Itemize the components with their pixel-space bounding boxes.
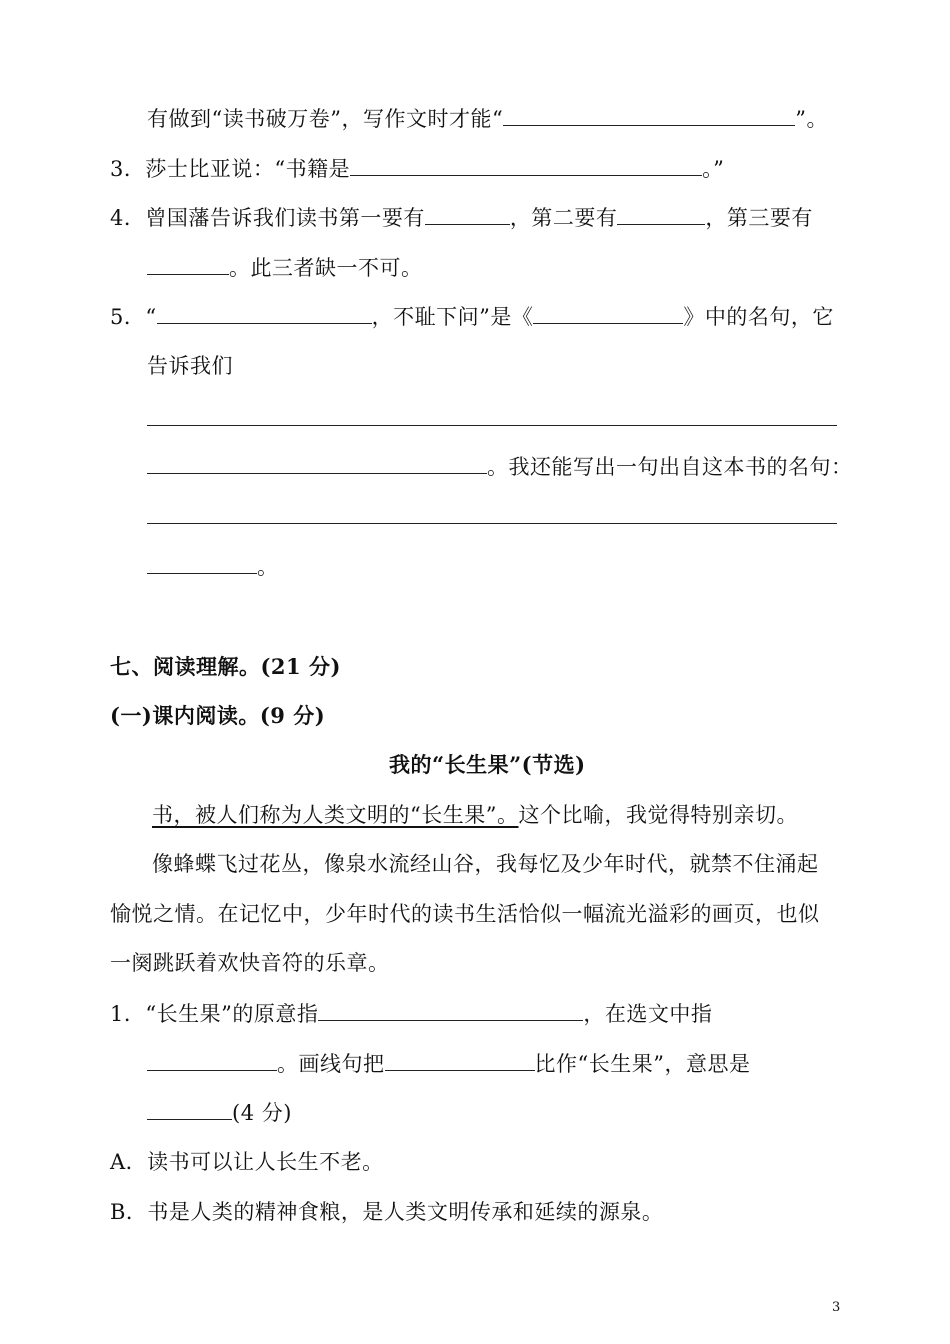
question-3 [110,153,724,184]
paragraph-2-line-2: 愉悦之情。在记忆中，少年时代的读书生活恰似一幅流光溢彩的画页，也似 [110,902,820,926]
page-number: 3 [832,1300,841,1315]
answer-blank[interactable] [147,1097,232,1120]
text: 。画线句把 [277,1052,385,1076]
question-4 [110,202,813,233]
answer-blank[interactable] [385,1048,535,1071]
answer-line[interactable] [147,425,837,426]
text: 有做到“读书破万卷”，写作文时才能“ [147,107,504,131]
answer-blank[interactable] [318,998,583,1021]
question-5-cont [147,351,233,381]
answer-blank[interactable] [147,1048,277,1071]
text: ，第三要有 [705,206,813,230]
answer-blank[interactable] [147,451,487,474]
poem-line-continuation [147,103,828,134]
question-5 [110,301,834,332]
text: ，不耻下问”是《 [371,305,534,329]
answer-line[interactable] [147,523,837,524]
option-b[interactable]: B．书是人类的精神食粮，是人类文明传承和延续的源泉。 [110,1200,664,1224]
text: 。此三者缺一不可。 [229,256,423,280]
text: 。 [257,555,279,579]
paragraph-1 [152,800,798,830]
answer-blank[interactable] [425,202,510,225]
text: 1．“长生果”的原意指 [110,1002,319,1026]
reading-question-1-cont [147,1048,750,1079]
text: 》中的名句，它 [683,305,834,329]
section-7-title: 七、阅读理解。(21 分) [110,654,341,679]
answer-blank[interactable] [533,301,683,324]
text: 。” [702,157,725,181]
subsection-1-title: (一)课内阅读。(9 分) [110,703,326,728]
paragraph-2-line-3: 一阕跳跃着欢快音符的乐章。 [110,951,390,975]
text: 比作“长生果”，意思是 [534,1052,751,1076]
question-5-cont3 [147,551,279,582]
answer-blank[interactable] [147,252,229,275]
reading-question-1-cont2 [147,1097,292,1128]
text: (4 分) [232,1101,292,1125]
option-a[interactable]: A．读书可以让人长生不老。 [110,1150,384,1174]
text: 这个比喻，我觉得特别亲切。 [518,803,798,827]
article-title: 我的“长生果”(节选) [389,752,586,777]
underlined-sentence: 书，被人们称为人类文明的“长生果”。 [152,803,519,827]
answer-blank[interactable] [503,103,795,126]
answer-blank[interactable] [157,301,372,324]
text: ，第二要有 [509,206,618,230]
paragraph-2-line-1: 像蜂蝶飞过花丛，像泉水流经山谷，我每忆及少年时代，就禁不住涌起 [152,852,819,876]
answer-blank[interactable] [617,202,705,225]
text: ，在选文中指 [583,1002,713,1026]
text: 告诉我们 [147,354,233,378]
answer-blank[interactable] [350,153,702,176]
text: 4．曾国藩告诉我们读书第一要有 [110,206,425,230]
answer-blank[interactable] [147,551,257,574]
text: 3．莎士比亚说：“书籍是 [110,157,351,181]
reading-question-1 [110,998,712,1029]
text: 5．“ [110,305,157,329]
text: ”。 [795,107,828,131]
question-4-cont [147,252,423,283]
text: 。我还能写出一句出自这本书的名句： [487,455,853,479]
question-5-cont2 [147,451,853,482]
